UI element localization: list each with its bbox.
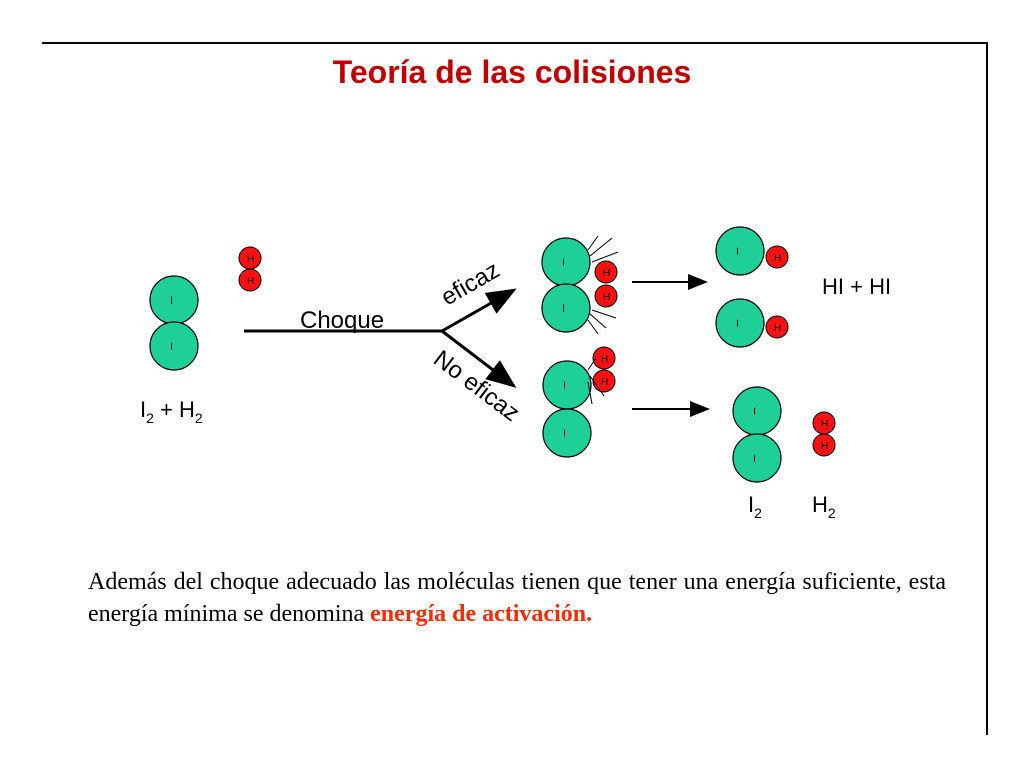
iodine-atom	[716, 299, 764, 347]
iodine-label: I	[753, 453, 757, 465]
reactant-h2-molecule	[239, 247, 261, 291]
reactant-i2-molecule	[150, 276, 198, 370]
iodine-label: I	[736, 246, 740, 258]
paragraph-text: Además del choque adecuado las moléculas tienen que tener una energía suficiente, esta energía mínima se denomina	[88, 569, 946, 627]
effective-label: eficaz	[436, 256, 505, 312]
iodine-atom	[543, 361, 591, 409]
iodine-label: I	[562, 303, 566, 315]
iodine-atom	[733, 434, 781, 482]
hydrogen-label: H	[821, 441, 829, 452]
iodine-label: I	[170, 295, 174, 307]
iodine-atom	[733, 387, 781, 435]
hydrogen-label: H	[774, 253, 782, 264]
ineffective-label: No eficaz	[428, 345, 525, 428]
effective-collision-molecules	[542, 236, 618, 334]
hydrogen-label: H	[247, 254, 255, 265]
ineffective-collision-molecules	[543, 347, 615, 457]
iodine-label: I	[562, 257, 566, 269]
iodine-atom	[542, 284, 590, 332]
slide-title: Teoría de las colisiones	[332, 54, 692, 90]
activation-energy-term: energía de activación.	[370, 601, 593, 627]
iodine-atom	[542, 238, 590, 286]
hydrogen-label: H	[821, 419, 829, 430]
hydrogen-label: H	[774, 323, 782, 334]
hydrogen-label: H	[603, 268, 611, 279]
hydrogen-label: H	[603, 292, 611, 303]
iodine-atom	[150, 322, 198, 370]
iodine-atom	[150, 276, 198, 324]
activation-energy-paragraph	[88, 566, 946, 630]
i2-product-label: $I_2$	[748, 492, 762, 521]
effective-products-label: HI + HI	[822, 274, 892, 299]
hydrogen-label: H	[247, 276, 255, 287]
iodine-label: I	[563, 380, 567, 392]
collision-label: Choque	[300, 307, 385, 334]
iodine-atom	[543, 409, 591, 457]
reactants-label: $I_2 + H_2$	[140, 397, 203, 426]
h2-product-label: $H_2$	[812, 492, 836, 521]
effective-products	[716, 227, 788, 347]
hydrogen-label: H	[601, 354, 609, 365]
ineffective-products	[733, 387, 835, 482]
iodine-label: I	[753, 406, 757, 418]
hydrogen-label: H	[601, 377, 609, 388]
iodine-label: I	[736, 318, 740, 330]
iodine-label: I	[170, 341, 174, 353]
iodine-label: I	[563, 428, 567, 440]
iodine-atom	[716, 227, 764, 275]
